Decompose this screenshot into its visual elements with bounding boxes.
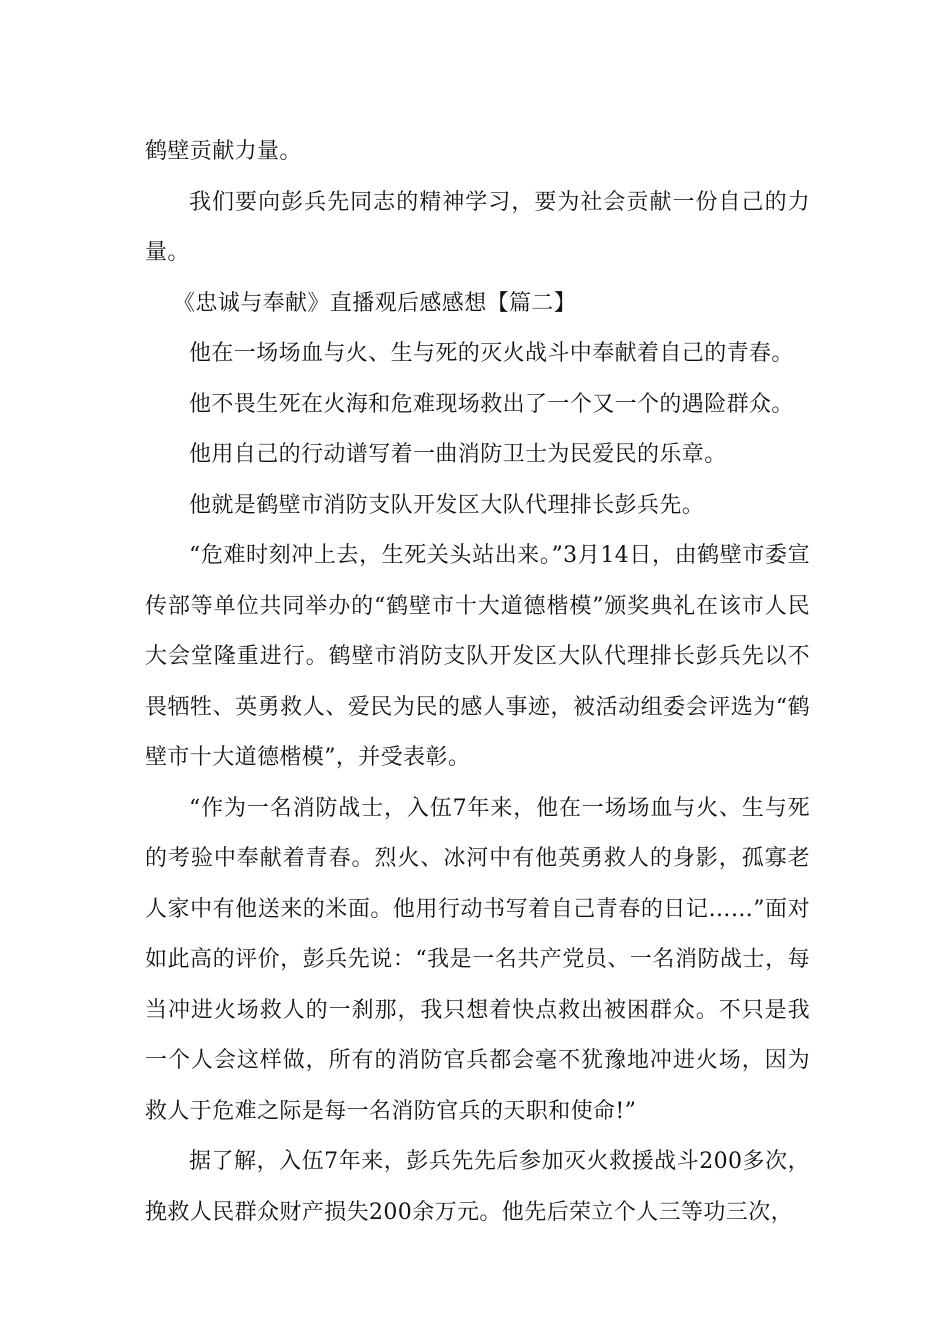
paragraph: 他不畏生死在火海和危难现场救出了一个又一个的遇险群众。 (189, 391, 794, 417)
section-heading: 《忠诚与奉献》直播观后感感想【篇二】 (173, 290, 577, 316)
paragraph: 他用自己的行动谱写着一曲消防卫士为民爱民的乐章。 (189, 442, 727, 467)
paragraph: 据了解，入伍7年来，彭兵先先后参加灭火救援战斗200多次，挽救人民群众财产损失200余万元。他先后荣立个人三等功三次， (145, 1149, 810, 1225)
document-body (145, 127, 810, 1238)
paragraph-continuation: 鹤壁贡献力量。 (145, 139, 302, 164)
paragraph: “作为一名消防战士，入伍7年来，他在一场场血与火、生与死的考验中奉献着青春。烈火、冰河中有他英勇救人的身影，孤寡老人家中有他送来的米面。他用行动书写着自己青春的日记……”面对如此高的评价，彭兵先说：“我是一名共产党员、一名消防战士，每当冲进火场救人的一刹那，我只想着快点救出被困群众。不只是我一个人会这样做，所有的消防官兵都会毫不犹豫地冲进火场，因为救人于危难之际是每一名消防官兵的天职和使命!” (145, 795, 810, 1124)
paragraph: 我们要向彭兵先同志的精神学习，要为社会贡献一份自己的力量。 (145, 189, 810, 265)
paragraph: 他就是鹤壁市消防支队开发区大队代理排长彭兵先。 (189, 492, 705, 518)
paragraph: 他在一场场血与火、生与死的灭火战斗中奉献着自己的青春。 (189, 341, 794, 366)
paragraph: “危难时刻冲上去，生死关头站出来。”3月14日，由鹤壁市委宣传部等单位共同举办的“鹤壁市十大道德楷模”颁奖典礼在该市人民大会堂隆重进行。鹤壁市消防支队开发区大队代理排长彭兵先以不畏牺牲、英勇救人、爱民为民的感人事迹，被活动组委会评选为“鹤壁市十大道德楷模”，并受表彰。 (145, 543, 810, 770)
